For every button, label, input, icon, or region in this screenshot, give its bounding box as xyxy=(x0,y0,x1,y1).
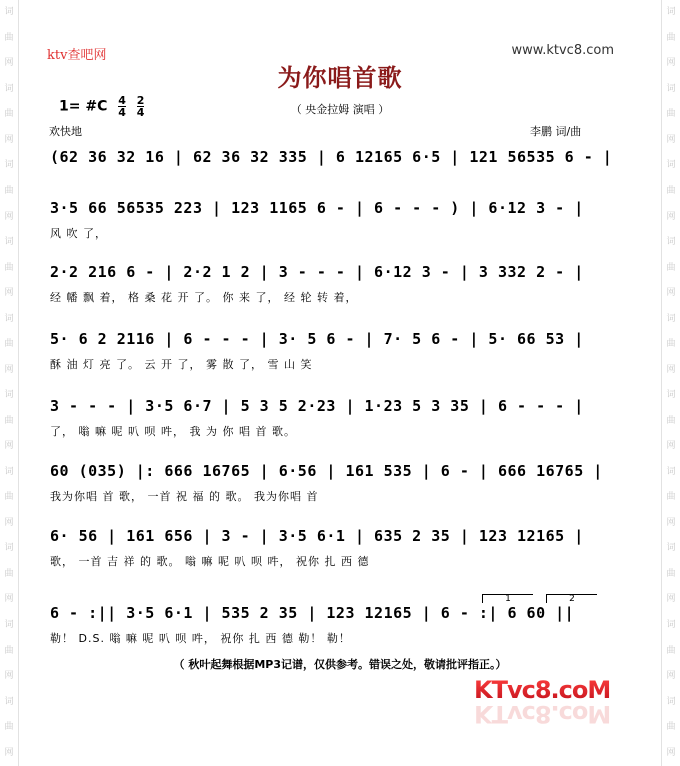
watermark-char: 词 xyxy=(666,7,676,18)
watermark-char: 词 xyxy=(666,543,676,554)
lyric-line: 歌， 一首 吉 祥 的 歌。 嗡 嘛 呢 叭 呗 吽， 祝你 扎 西 德 xyxy=(50,555,370,568)
song-title: 为你唱首歌 xyxy=(277,63,403,92)
watermark-char: 词 xyxy=(4,7,14,18)
watermark-char: 词 xyxy=(4,696,14,707)
score-row xyxy=(50,527,630,569)
watermark-char: 网 xyxy=(666,671,676,682)
watermark-char: 网 xyxy=(666,364,676,375)
watermark-char: 网 xyxy=(666,441,676,452)
watermark-char: 曲 xyxy=(666,722,676,733)
notation-line: 3·5 66 56535 223 | 123 1165 6 - | 6 - - - ) | 6·12 3 - | xyxy=(50,199,584,217)
watermark-char: 网 xyxy=(666,58,676,69)
brand-url: www.ktvc8.com xyxy=(511,43,614,58)
watermark-char: 网 xyxy=(4,517,14,528)
logo-reflection: KTvc8.coM xyxy=(474,700,611,728)
lyric-line: 风 吹 了， xyxy=(50,227,107,240)
site-logo xyxy=(474,676,624,702)
watermark-char: 网 xyxy=(4,594,14,605)
watermark-char: 词 xyxy=(666,696,676,707)
time-signature-2: $\frac{2}{4}$ xyxy=(136,94,145,119)
notation-line: 3 - - - | 3·5 6·7 | 5 3 5 2·23 | 1·23 5 3 35 | 6 - - - | xyxy=(50,397,584,415)
score-row xyxy=(50,397,630,439)
key-signature xyxy=(59,95,144,118)
watermark-char: 曲 xyxy=(666,415,676,426)
watermark-char: 网 xyxy=(666,517,676,528)
watermark-char: 词 xyxy=(666,313,676,324)
score-row xyxy=(50,263,630,305)
lyric-line: 了， 嗡 嘛 呢 叭 呗 吽， 我 为 你 唱 首 歌。 xyxy=(50,425,296,438)
watermark-char: 曲 xyxy=(4,32,14,43)
watermark-char: 曲 xyxy=(666,339,676,350)
watermark-char: 曲 xyxy=(666,262,676,273)
notation-line: 2·2 216 6 - | 2·2 1 2 | 3 - - - | 6·12 3 - | 3 332 2 - | xyxy=(50,263,584,281)
watermark-char: 曲 xyxy=(4,262,14,273)
lyric-line: 酥 油 灯 亮 了。 云 开 了， 雾 散 了， 雪 山 笑 xyxy=(50,358,313,371)
watermark-char: 曲 xyxy=(4,568,14,579)
time-signature-1: $\frac{4}{4}$ xyxy=(118,94,126,119)
score-row xyxy=(50,148,630,190)
watermark-char: 网 xyxy=(666,134,676,145)
watermark-char: 词 xyxy=(4,83,14,94)
watermark-char: 词 xyxy=(4,543,14,554)
lyric-line: 勒！ D.S. 嗡 嘛 呢 叭 呗 吽， 祝你 扎 西 德 勒！ 勒！ xyxy=(50,632,351,645)
watermark-char: 网 xyxy=(4,671,14,682)
credits: 李鹏 词/曲 xyxy=(530,125,582,138)
watermark-char: 曲 xyxy=(666,32,676,43)
watermark-char: 网 xyxy=(4,364,14,375)
watermark-char: 词 xyxy=(4,313,14,324)
watermark-char: 词 xyxy=(666,620,676,631)
watermark-char: 曲 xyxy=(4,109,14,120)
watermark-char: 词 xyxy=(666,390,676,401)
lyric-line xyxy=(50,174,630,190)
watermark-char: 曲 xyxy=(666,109,676,120)
watermark-char: 网 xyxy=(666,288,676,299)
watermark-char: 曲 xyxy=(4,645,14,656)
watermark-char: 词 xyxy=(4,620,14,631)
watermark-char: 网 xyxy=(4,134,14,145)
watermark-char: 网 xyxy=(4,58,14,69)
watermark-char: 网 xyxy=(666,594,676,605)
volta-second: 2 xyxy=(546,594,597,603)
watermark-char: 曲 xyxy=(4,415,14,426)
watermark-char: 词 xyxy=(4,237,14,248)
lyric-line: 我为你唱 首 歌， 一首 祝 福 的 歌。 我为你唱 首 xyxy=(50,490,319,503)
watermark-char: 曲 xyxy=(666,185,676,196)
watermark-char: 曲 xyxy=(4,492,14,503)
notation-line: 5· 6 2 2116 | 6 - - - | 3· 5 6 - | 7· 5 6 - | 5· 66 53 | xyxy=(50,330,584,348)
score-row xyxy=(50,604,630,646)
watermark-char: 曲 xyxy=(4,185,14,196)
watermark-char: 曲 xyxy=(4,339,14,350)
notation-line: (62 36 32 16 | 62 36 32 335 | 6 12165 6·5 | 121 56535 6 - | xyxy=(50,148,613,166)
watermark-char: 词 xyxy=(666,466,676,477)
score-row xyxy=(50,330,630,372)
watermark-char: 网 xyxy=(666,211,676,222)
performer: （ 央金拉姆 演唱 ） xyxy=(290,103,390,116)
notation-line: 60 (035) |: 666 16765 | 6·56 | 161 535 | 6 - | 666 16765 | xyxy=(50,462,603,480)
tempo-marking: 欢快地 xyxy=(49,125,82,138)
watermark-char: 曲 xyxy=(4,722,14,733)
watermark-char: 网 xyxy=(666,747,676,758)
brand-left: ktv查吧网 xyxy=(47,48,107,63)
watermark-char: 网 xyxy=(4,747,14,758)
watermark-char: 词 xyxy=(666,83,676,94)
footer-note: （ 秋叶起舞根据MP3记谱，仅供参考。错误之处，敬请批评指正。） xyxy=(173,658,507,671)
logo-text: KTvc8.coM xyxy=(474,676,611,704)
watermark-char: 曲 xyxy=(666,492,676,503)
watermark-char: 词 xyxy=(666,160,676,171)
watermark-char: 曲 xyxy=(666,568,676,579)
volta-first: 1 xyxy=(482,594,533,603)
notation-line: 6 - :|| 3·5 6·1 | 535 2 35 | 123 12165 | 6 - :| 6 60 || xyxy=(50,604,575,622)
watermark-char: 曲 xyxy=(666,645,676,656)
score-row xyxy=(50,199,630,241)
score-row xyxy=(50,462,630,504)
key-label: 1= #C xyxy=(59,98,108,115)
watermark-char: 词 xyxy=(4,390,14,401)
watermark-char: 网 xyxy=(4,211,14,222)
watermark-char: 网 xyxy=(4,288,14,299)
watermark-char: 网 xyxy=(4,441,14,452)
watermark-char: 词 xyxy=(4,466,14,477)
watermark-char: 词 xyxy=(666,237,676,248)
watermark-char: 词 xyxy=(4,160,14,171)
lyric-line: 经 幡 飘 着， 格 桑 花 开 了。 你 来 了， 经 轮 转 着， xyxy=(50,291,358,304)
notation-line: 6· 56 | 161 656 | 3 - | 3·5 6·1 | 635 2 35 | 123 12165 | xyxy=(50,527,584,545)
